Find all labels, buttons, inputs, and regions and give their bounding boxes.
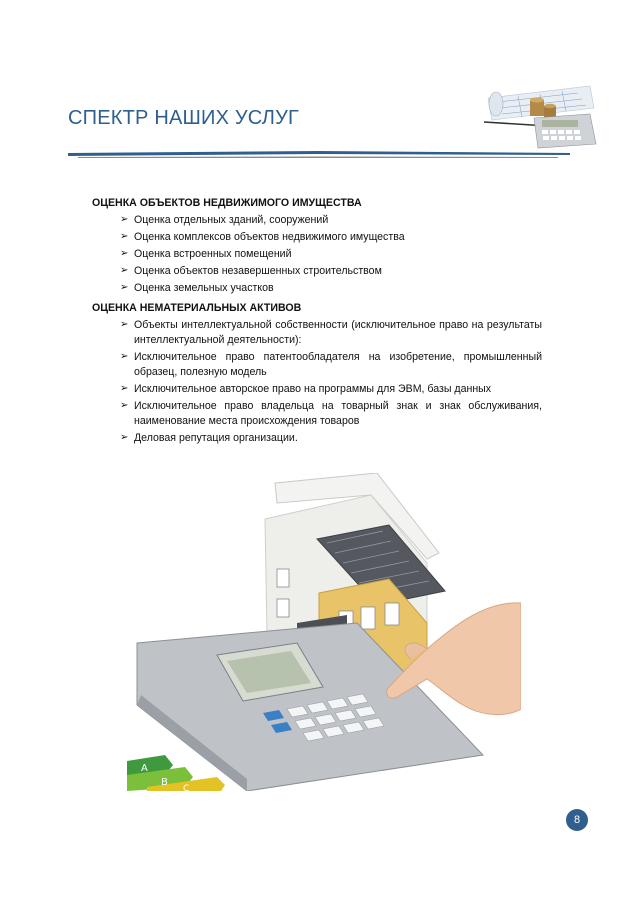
arrow-bullet-icon: ➢ (120, 383, 129, 394)
section-heading-intangible-assets: ОЦЕНКА НЕМАТЕРИАЛЬНЫХ АКТИВОВ (92, 302, 302, 314)
section-heading-real-estate: ОЦЕНКА ОБЪЕКТОВ НЕДВИЖИМОГО ИМУЩЕСТВА (92, 197, 362, 209)
arrow-bullet-icon: ➢ (120, 214, 129, 225)
list-item: ➢ Исключительное авторское право на программы для ЭВМ, базы данных (120, 383, 492, 395)
page-number-badge: 8 (566, 809, 588, 831)
arrow-bullet-icon: ➢ (120, 265, 129, 276)
list-item: ➢ Оценка земельных участков (120, 282, 274, 294)
list-item: ➢ Оценка объектов незавершенных строительством (120, 265, 382, 277)
list-item: ➢ Оценка встроенных помещений (120, 248, 292, 260)
calculator-small (534, 114, 596, 148)
house-calculator-illustration (127, 473, 521, 791)
header-illustration (478, 78, 598, 150)
page-title: СПЕКТР НАШИХ УСЛУГ (68, 107, 300, 129)
arrow-bullet-icon: ➢ (120, 400, 129, 411)
arrow-bullet-icon: ➢ (120, 248, 129, 259)
real-estate-list (92, 213, 542, 296)
list-item: ➢ Деловая репутация организации. (120, 432, 298, 444)
list-item: ➢ Объекты интеллектуальной собственности (исключительное право на результаты интеллектуальной деятельности): (120, 319, 542, 346)
services-content (92, 196, 542, 448)
arrow-bullet-icon: ➢ (120, 282, 129, 293)
arrow-bullet-icon: ➢ (120, 351, 129, 362)
arrow-bullet-icon: ➢ (120, 231, 129, 242)
intangible-assets-list (92, 318, 542, 446)
list-item: ➢ Исключительное право владельца на товарный знак и знак обслуживания, наименование места происхождения товаров (120, 400, 542, 427)
list-item: ➢ Оценка комплексов объектов недвижимого имущества (120, 231, 405, 243)
arrow-bullet-icon: ➢ (120, 432, 129, 443)
arrow-bullet-icon: ➢ (120, 319, 129, 330)
blueprint-roll (489, 92, 503, 116)
list-item: ➢ Исключительное право патентообладателя на изобретение, промышленный образец, полезную модель (120, 351, 542, 378)
energy-label-a: A (141, 763, 148, 774)
header-divider (68, 148, 570, 160)
energy-label-c: C (183, 784, 190, 791)
energy-label-b: B (161, 777, 168, 788)
list-item: ➢ Оценка отдельных зданий, сооружений (120, 214, 329, 226)
